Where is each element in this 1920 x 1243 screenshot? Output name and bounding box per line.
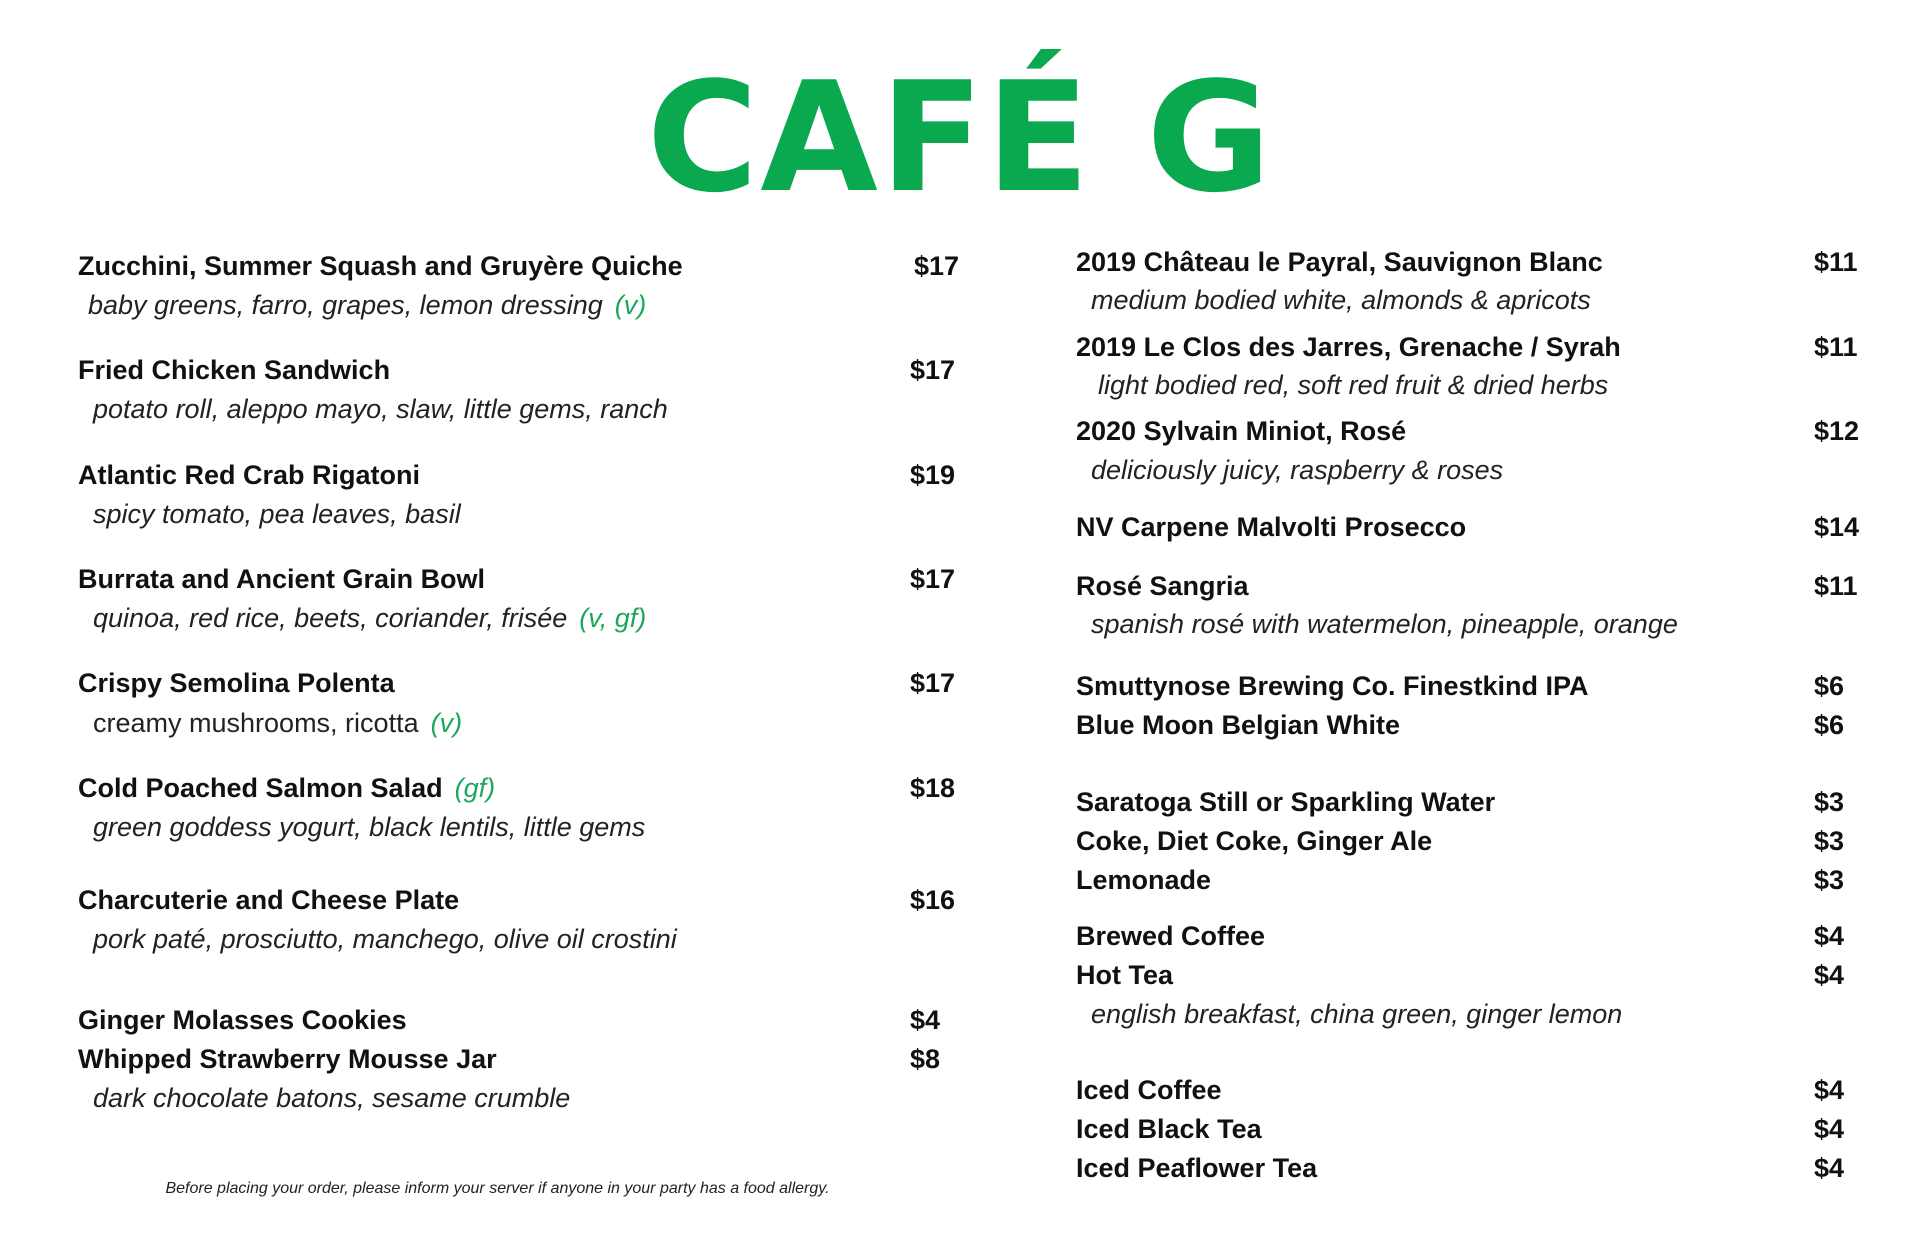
menu-item: [78, 665, 968, 701]
menu-item: [1076, 413, 1876, 449]
menu-item: [78, 352, 968, 388]
item-price: $6: [1814, 710, 1845, 740]
item-description: pork paté, prosciutto, manchego, olive oil crostini: [93, 924, 677, 954]
item-description: creamy mushrooms, ricotta (v): [93, 708, 463, 738]
item-description: spanish rosé with watermelon, pineapple, orange: [1091, 609, 1678, 639]
item-name: Cold Poached Salmon Salad: [78, 773, 443, 803]
item-price: $3: [1814, 787, 1845, 817]
item-name: Iced Peaflower Tea: [1076, 1153, 1318, 1183]
item-price: $4: [1814, 1075, 1845, 1105]
item-name: Hot Tea: [1076, 960, 1174, 990]
menu-item: [78, 1041, 968, 1077]
menu-item: [1076, 823, 1876, 859]
item-price: $17: [910, 668, 956, 698]
item-price: $11: [1814, 571, 1858, 601]
diet-tag: (v): [614, 290, 647, 320]
item-name: Rosé Sangria: [1076, 571, 1249, 601]
item-name: Iced Black Tea: [1076, 1114, 1262, 1144]
item-description: baby greens, farro, grapes, lemon dressing (v): [88, 290, 647, 320]
item-price: $17: [914, 251, 960, 281]
item-price: $17: [910, 355, 956, 385]
menu-item: [1076, 784, 1876, 820]
item-name: Brewed Coffee: [1076, 921, 1266, 951]
item-name: Blue Moon Belgian White: [1076, 710, 1400, 740]
item-price: $19: [910, 460, 956, 490]
item-price: $4: [1814, 960, 1845, 990]
item-price: $14: [1814, 512, 1860, 542]
menu-item: [1076, 1150, 1876, 1186]
item-name: Coke, Diet Coke, Ginger Ale: [1076, 826, 1433, 856]
item-price: $18: [910, 773, 956, 803]
item-price: $4: [910, 1005, 941, 1035]
item-price: $17: [910, 564, 956, 594]
menu-item: [1076, 509, 1876, 545]
menu-item: [1076, 1072, 1876, 1108]
item-price: $12: [1814, 416, 1860, 446]
diet-tag: (gf): [454, 773, 496, 803]
item-price: $11: [1814, 332, 1858, 362]
menu-item: [1076, 329, 1876, 365]
menu-item: [78, 457, 968, 493]
item-name: 2019 Château le Payral, Sauvignon Blanc: [1076, 247, 1603, 277]
item-name: Fried Chicken Sandwich: [78, 355, 391, 385]
item-name: Lemonade: [1076, 865, 1212, 895]
item-description: quinoa, red rice, beets, coriander, frisée (v, gf): [93, 603, 647, 633]
item-name: Smuttynose Brewing Co. Finestkind IPA: [1076, 671, 1589, 701]
item-price: $4: [1814, 1153, 1845, 1183]
menu-item: [1076, 957, 1876, 993]
item-description: dark chocolate batons, sesame crumble: [93, 1083, 571, 1113]
item-description: english breakfast, china green, ginger lemon: [1091, 999, 1623, 1029]
item-name: Charcuterie and Cheese Plate: [78, 885, 460, 915]
diet-tag: (v): [430, 708, 463, 738]
item-price: $8: [910, 1044, 941, 1074]
item-name: Iced Coffee: [1076, 1075, 1222, 1105]
item-description: spicy tomato, pea leaves, basil: [93, 499, 461, 529]
item-price: $4: [1814, 921, 1845, 951]
item-description: light bodied red, soft red fruit & dried herbs: [1098, 370, 1609, 400]
item-price: $3: [1814, 826, 1845, 856]
item-price: $11: [1814, 247, 1858, 277]
menu-item: [78, 1002, 968, 1038]
item-description: medium bodied white, almonds & apricots: [1091, 285, 1591, 315]
diet-tag: (v, gf): [579, 603, 647, 633]
menu-item: [78, 882, 968, 918]
menu-item: [78, 561, 968, 597]
item-name: 2019 Le Clos des Jarres, Grenache / Syrah: [1076, 332, 1621, 362]
item-description: potato roll, aleppo mayo, slaw, little gems, ranch: [93, 394, 668, 424]
item-name: Crispy Semolina Polenta: [78, 668, 395, 698]
item-price: $4: [1814, 1114, 1845, 1144]
menu-item: [1076, 862, 1876, 898]
item-price: $3: [1814, 865, 1845, 895]
menu-item: [1076, 707, 1876, 743]
item-name: 2020 Sylvain Miniot, Rosé: [1076, 416, 1407, 446]
menu-item: [1076, 568, 1876, 604]
item-name: Whipped Strawberry Mousse Jar: [78, 1044, 497, 1074]
item-name: Burrata and Ancient Grain Bowl: [78, 564, 486, 594]
item-name: Zucchini, Summer Squash and Gruyère Quiche: [78, 251, 683, 281]
item-name: Atlantic Red Crab Rigatoni: [78, 460, 421, 490]
menu-item: [1076, 244, 1876, 280]
item-price: $6: [1814, 671, 1845, 701]
item-description: deliciously juicy, raspberry & roses: [1091, 455, 1504, 485]
menu-item: [78, 248, 968, 284]
item-name: Ginger Molasses Cookies: [78, 1005, 407, 1035]
menu-item: [1076, 668, 1876, 704]
item-name: NV Carpene Malvolti Prosecco: [1076, 512, 1467, 542]
menu-item: [78, 770, 968, 806]
item-description: green goddess yogurt, black lentils, little gems: [93, 812, 646, 842]
page-title: CAFÉ G: [646, 49, 1274, 226]
item-name: Saratoga Still or Sparkling Water: [1076, 787, 1496, 817]
item-price: $16: [910, 885, 956, 915]
menu-item: [1076, 1111, 1876, 1147]
allergy-notice: Before placing your order, please inform your server if anyone in your party has a food allergy.: [165, 1180, 830, 1197]
menu-item: [1076, 918, 1876, 954]
